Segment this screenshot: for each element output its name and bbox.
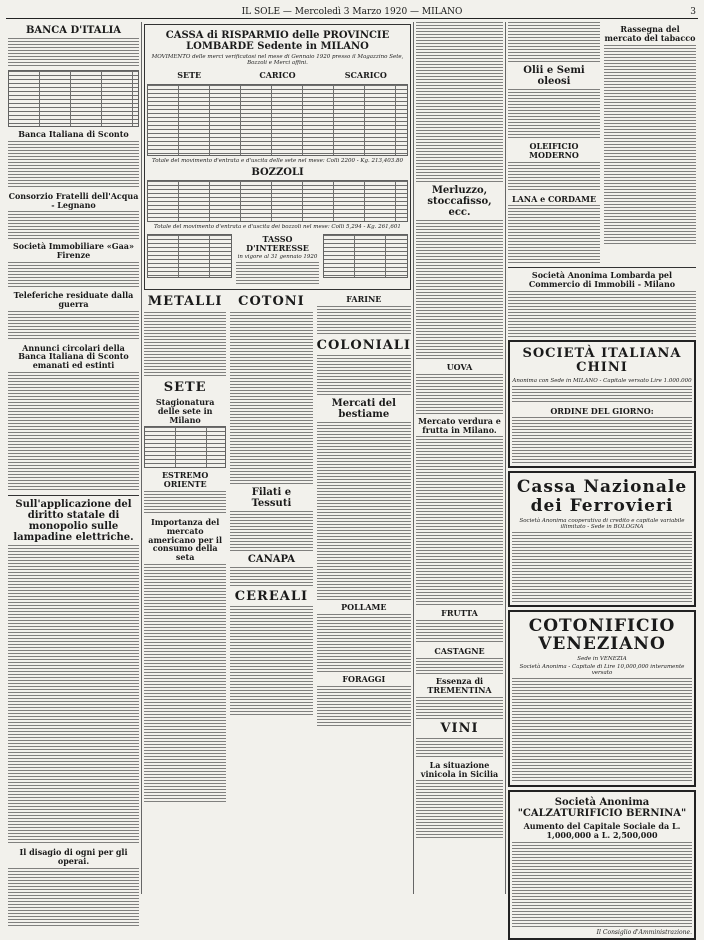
text-block bbox=[236, 262, 319, 286]
column-4 bbox=[506, 22, 698, 936]
chini-subtitle: Anonima con Sede in MILANO - Capitale versato Lire 1.000.000 bbox=[512, 377, 692, 384]
text-block bbox=[512, 386, 692, 404]
text-block bbox=[230, 312, 312, 484]
carico-scarico-header bbox=[147, 68, 408, 82]
text-block bbox=[8, 868, 139, 928]
tasso-subtitle: in vigore al 31 gennaio 1920 bbox=[237, 254, 318, 261]
label-sete: SETE bbox=[177, 70, 202, 80]
heading-frutta: FRUTTA bbox=[441, 608, 478, 619]
heading-vinicola: La situazione vinicola in Sicilia bbox=[420, 759, 499, 779]
text-block bbox=[8, 311, 139, 341]
text-block bbox=[416, 780, 503, 840]
text-block bbox=[416, 374, 503, 414]
heading-cotonificio: COTONIFICIO VENEZIANO bbox=[528, 615, 676, 655]
text-block bbox=[512, 532, 692, 602]
heading-pollame: POLLAME bbox=[341, 602, 387, 613]
heading-gaa: Società Immobiliare «Gaa» Firenze bbox=[13, 241, 134, 261]
heading-teleferiche: Teleferiche residuate dalla guerra bbox=[13, 289, 134, 309]
cotonificio-sede: Sede in VENEZIA bbox=[577, 656, 627, 663]
heading-bestiame: Mercati del bestiame bbox=[331, 398, 396, 421]
cotonificio-subtitle: Società Anonima - Capitale di Lire 10,000,000 interamente versato bbox=[519, 664, 685, 677]
ad-chini bbox=[508, 340, 696, 468]
text-block bbox=[416, 620, 503, 644]
text-block bbox=[8, 141, 139, 189]
ad-ferrovieri bbox=[508, 471, 696, 606]
text-block bbox=[8, 38, 139, 68]
heading-orario: Il disagio di ogni per gli operai. bbox=[19, 846, 128, 866]
totale-sete: Totale del movimento d'entrata e d'uscita delle sete nel mese: Colli 2200 - Kg. 213,403.80 bbox=[152, 157, 403, 164]
heading-annunci: Annunci circolari della Banca Italiana di Sconto emanati ed estinti bbox=[18, 342, 129, 371]
heading-lombarda: Società Anonima Lombarda pel Commercio di Immobili - Milano bbox=[528, 270, 676, 290]
heading-cereali: CEREALI bbox=[234, 588, 309, 604]
heading-acqua: Consorzio Fratelli dell'Acqua - Legnano bbox=[8, 190, 139, 210]
heading-chini: SOCIETÀ ITALIANA CHINI bbox=[522, 345, 682, 376]
heading-uova: UOVA bbox=[446, 362, 473, 372]
column-2 bbox=[142, 22, 414, 894]
text-block bbox=[144, 312, 226, 378]
text-block bbox=[508, 205, 600, 263]
heading-stagionatura: Stagionatura delle sete in Milano bbox=[155, 396, 215, 425]
text-block bbox=[416, 697, 503, 719]
heading-farine: FARINE bbox=[346, 294, 382, 305]
page-number: 3 bbox=[690, 7, 696, 17]
ad-cotonificio bbox=[508, 610, 696, 787]
stagionatura-table bbox=[144, 426, 226, 468]
text-block bbox=[230, 567, 312, 587]
heading-canapa: CANAPA bbox=[247, 553, 296, 565]
heading-foraggi: FORAGGI bbox=[342, 674, 386, 685]
text-block bbox=[508, 291, 696, 337]
heading-ferrovieri: Cassa Nazionale dei Ferrovieri bbox=[516, 477, 688, 517]
heading-trementina: Essenza di TREMENTINA bbox=[427, 675, 492, 695]
text-block bbox=[230, 511, 312, 551]
bernina-aumento: Aumento del Capitale Sociale da L. 1,000,000 a L. 2,500,000 bbox=[523, 821, 681, 840]
text-block bbox=[8, 545, 139, 845]
heading-castagne: CASTAGNE bbox=[434, 646, 485, 657]
masthead-title: IL SOLE — Mercoledì 3 Marzo 1920 — MILANO bbox=[241, 7, 463, 17]
heading-rassegna: Rassegna del mercato del tabacco bbox=[604, 24, 696, 43]
text-block bbox=[317, 355, 411, 395]
tasso-area bbox=[147, 232, 408, 288]
conto-corrente-table bbox=[323, 234, 408, 278]
heading-coloniali: COLONIALI bbox=[316, 338, 412, 354]
text-block bbox=[416, 220, 503, 360]
heading-oleificio: OLEIFICIO MODERNO bbox=[529, 141, 579, 160]
top-markets bbox=[508, 22, 696, 264]
text-block bbox=[508, 89, 600, 139]
text-block bbox=[317, 422, 411, 600]
text-block bbox=[508, 22, 600, 62]
table-block bbox=[8, 70, 139, 127]
heading-cotoni: COTONI bbox=[238, 294, 305, 310]
cassa-subtitle: MOVIMENTO delle merci verificatosi nel mese di Gennaio 1920 presso il Magazzino Sete, Bozzoli e Merci affini. bbox=[151, 54, 404, 66]
cassa-risparmio-box bbox=[144, 24, 411, 290]
heading-vini: VINI bbox=[440, 720, 479, 736]
text-block bbox=[512, 417, 692, 463]
text-block bbox=[416, 22, 503, 182]
masthead bbox=[6, 6, 698, 19]
text-block bbox=[508, 162, 600, 192]
heading-olii: Olii e Semi oleosi bbox=[523, 65, 585, 87]
text-block bbox=[317, 614, 411, 672]
heading-sete: SETE bbox=[163, 379, 207, 395]
divider bbox=[8, 495, 139, 496]
heading-estremo: ESTREMO ORIENTE bbox=[161, 470, 209, 490]
text-block bbox=[317, 686, 411, 726]
text-block bbox=[144, 491, 226, 515]
heading-lana: LANA e CORDAME bbox=[511, 193, 597, 204]
bozzoli-table bbox=[147, 180, 408, 222]
text-block bbox=[416, 436, 503, 606]
text-block bbox=[230, 606, 312, 716]
market-columns bbox=[144, 292, 411, 803]
label-scarico: SCARICO bbox=[344, 70, 387, 80]
heading-bernina: Società Anonima "CALZATURIFICIO BERNINA" bbox=[517, 797, 687, 820]
text-block bbox=[604, 45, 696, 245]
label-carico: CARICO bbox=[259, 70, 296, 80]
column-1 bbox=[6, 22, 142, 894]
heading-frutta-mercato: Mercato verdura e frutta in Milano. bbox=[418, 415, 501, 435]
text-block bbox=[8, 372, 139, 492]
heading-banca-sconto: Banca Italiana di Sconto bbox=[18, 129, 129, 139]
ad-bernina bbox=[508, 790, 696, 940]
divider bbox=[508, 267, 696, 268]
heading-filati: Filati e Tessuti bbox=[251, 486, 292, 509]
text-block bbox=[416, 738, 503, 758]
ferrovieri-subtitle: Società Anonima cooperativa di credito e capitale variabile illimitato - Sede in BOLOGNA bbox=[519, 517, 685, 530]
bernina-firma: Il Consiglio d'Amministrazione. bbox=[596, 928, 692, 936]
text-block bbox=[512, 678, 692, 782]
text-block bbox=[8, 211, 139, 239]
heading-merluzzo: Merluzzo, stoccafisso, ecc. bbox=[427, 185, 492, 218]
chini-ordine: ORDINE DEL GIORNO: bbox=[550, 405, 654, 416]
text-block bbox=[512, 842, 692, 928]
heading-bozzoli: BOZZOLI bbox=[251, 166, 304, 178]
text-block bbox=[416, 658, 503, 674]
deposito-table bbox=[147, 234, 232, 278]
heading-banca-italia: BANCA D'ITALIA bbox=[25, 25, 122, 36]
text-block bbox=[144, 564, 226, 802]
heading-importanza: Importanza del mercato americano per il consumo della seta bbox=[148, 516, 223, 563]
heading-cassa: CASSA di RISPARMIO delle PROVINCIE LOMBARDE Sedente in MILANO bbox=[165, 30, 390, 52]
heading-tasso: TASSO D'INTERESSE bbox=[246, 233, 309, 253]
heading-metalli: METALLI bbox=[147, 294, 223, 310]
text-block bbox=[317, 306, 411, 336]
heading-monopolio: Sull'applicazione del diritto statale di monopolio sulle lampadine elettriche. bbox=[13, 498, 134, 543]
text-block bbox=[8, 262, 139, 288]
sete-table bbox=[147, 84, 408, 156]
totale-bozzoli: Totale del movimento d'entrata e d'uscita dei bozzoli nel mese: Colli 5,294 - Kg. 261,601 bbox=[154, 223, 401, 230]
column-3 bbox=[414, 22, 506, 894]
